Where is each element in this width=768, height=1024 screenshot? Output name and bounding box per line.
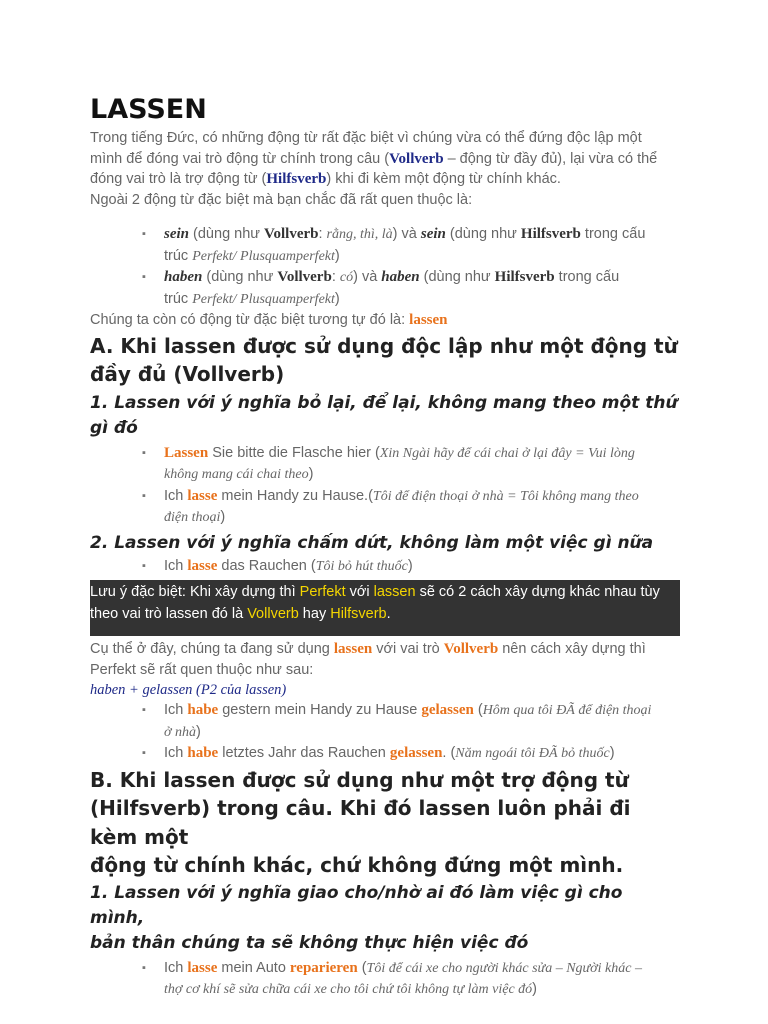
text: ) — [195, 723, 201, 740]
text: Lưu ý đặc biệt: Khi xây dựng thì — [90, 584, 300, 600]
heading-line: đầy đủ (Vollverb) — [90, 362, 285, 386]
hilfsverb-term: Hilfsverb — [494, 269, 555, 285]
german-text: Ich — [164, 745, 188, 761]
german-text: Ich — [164, 702, 188, 718]
vollverb-term: Vollverb — [247, 606, 299, 622]
text: ( — [473, 702, 483, 718]
intro-text: mình để đóng vai trò động từ chính trong câu ( — [90, 150, 390, 167]
translation: ở nhà — [164, 724, 196, 740]
german-text: gestern mein Handy zu Hause — [218, 702, 422, 718]
list-item — [164, 486, 682, 529]
text: (dùng như — [189, 226, 265, 242]
section-a-examples-1 — [90, 443, 682, 529]
lassen-term: lasse — [187, 959, 218, 976]
german-text: Ich — [164, 557, 188, 574]
german-text: mein Handy zu Hause.( — [217, 487, 373, 504]
vollverb-term: Vollverb — [389, 150, 444, 167]
participle: gelassen — [389, 745, 443, 761]
translation: điện thoại — [164, 510, 221, 525]
vollverb-term: Vollverb — [264, 226, 319, 242]
tenses: Perfekt/ Plusquamperfekt — [192, 248, 335, 264]
vollverb-term: Vollverb — [277, 269, 332, 285]
text: theo vai trò lassen đó là — [90, 606, 248, 622]
text: : — [318, 226, 327, 242]
german-text: Ich — [164, 487, 188, 504]
aux-verb: habe — [187, 745, 219, 761]
perfekt-examples — [90, 700, 682, 765]
heading-line: 1. Lassen với ý nghĩa giao cho/nhờ ai đó làm việc gì cho mình, — [90, 882, 623, 928]
text: : — [331, 269, 340, 285]
section-a-subheading-2: 2. Lassen với ý nghĩa chấm dứt, không làm một việc gì nữa — [90, 532, 654, 553]
translation: Tôi bỏ hút thuốc — [315, 558, 408, 574]
lassen-term: lasse — [187, 487, 218, 504]
heading-line: gì đó — [90, 417, 138, 438]
translation: Xin Ngài hãy để cái chai ở lại đây = Vui lòng — [379, 445, 635, 461]
german-text: Sie bitte die Flasche hier ( — [208, 444, 380, 461]
list-item — [164, 443, 682, 486]
text: ( — [357, 959, 367, 976]
text: sẽ có 2 cách xây dựng khác nhau tùy — [415, 584, 660, 600]
heading-line: bản thân chúng ta sẽ không thực hiện việc đó — [90, 932, 529, 953]
text: hay — [298, 606, 331, 622]
intro-text: ) khi đi kèm một động từ chính khác. — [326, 171, 561, 187]
german-text: das Rauchen ( — [217, 557, 316, 574]
verb-sein: sein — [420, 226, 446, 242]
hilfsverb-term: Hilfsverb — [266, 171, 327, 187]
intro-text: – động từ đầy đủ), lại vừa có thể — [443, 150, 658, 167]
list-item — [164, 224, 682, 267]
special-verbs-list — [90, 224, 682, 310]
text: trúc — [164, 247, 193, 264]
list-item — [164, 700, 682, 743]
text: ) — [334, 247, 340, 264]
specific-line-1 — [90, 639, 682, 660]
heading-line: (Hilfsverb) trong câu. Khi đó lassen luôn phải đi kèm một — [90, 796, 631, 849]
text: (dùng như — [419, 269, 495, 285]
participle: gelassen — [421, 702, 474, 718]
translation: Hôm qua tôi ĐÃ để điện thoại — [482, 703, 652, 718]
tenses: Perfekt/ Plusquamperfekt — [192, 291, 335, 307]
intro-text: đóng vai trò là trợ động từ ( — [90, 171, 267, 187]
intro-paragraph — [90, 128, 682, 210]
text: ) — [532, 981, 538, 997]
text: với — [345, 584, 374, 600]
intro-line-1: Trong tiếng Đức, có những động từ rất đặc biệt vì chúng vừa có thể đứng độc lập một — [90, 130, 642, 146]
text: . — [386, 606, 391, 622]
section-a-examples-2 — [90, 556, 682, 578]
list-item — [164, 556, 682, 578]
intro-line-4: Ngoài 2 động từ đặc biệt mà bạn chắc đã rất quen thuộc là: — [90, 191, 473, 208]
verb-haben: haben — [164, 269, 203, 285]
german-text: Ich — [164, 959, 188, 976]
text: Cụ thể ở đây, chúng ta đang sử dụng — [90, 641, 334, 657]
lassen-term: lasse — [187, 557, 218, 574]
aux-verb: habe — [187, 702, 219, 718]
document-body — [90, 92, 682, 1001]
translation: thợ cơ khí sẽ sửa chữa cái xe cho tôi chứ tôi không tự làm việc đó — [164, 982, 533, 997]
heading-line: 1. Lassen với ý nghĩa bỏ lại, để lại, không mang theo một thứ — [90, 392, 678, 413]
hilfsverb-term: Hilfsverb — [520, 226, 581, 242]
text: ) — [609, 745, 615, 761]
translation: Tôi để điện thoại ở nhà = Tôi không mang theo — [372, 488, 639, 504]
lassen-term: lassen — [373, 584, 416, 600]
page-title: LASSEN — [90, 94, 207, 125]
translation: Năm ngoái tôi ĐÃ bỏ thuốc — [455, 746, 610, 761]
perfekt-formula: haben + gelassen (P2 của lassen) — [90, 682, 287, 698]
text: (dùng như — [445, 226, 521, 242]
translation: Tôi để cái xe cho người khác sửa – Người khác – — [366, 960, 642, 976]
special-note-box — [90, 580, 680, 636]
heading-line: động từ chính khác, chứ không đứng một mình. — [90, 853, 624, 877]
text: trong cấu — [554, 269, 620, 285]
heading-line: A. Khi lassen được sử dụng độc lập như một động từ — [90, 333, 678, 358]
text: ) và — [392, 226, 421, 242]
section-a-heading — [90, 332, 682, 389]
german-text: mein Auto — [217, 959, 290, 976]
meaning: có — [339, 270, 354, 285]
list-item — [164, 743, 682, 765]
section-a-subheading-1 — [90, 391, 682, 441]
text: ) — [220, 509, 226, 525]
text: với vai trò — [372, 641, 444, 657]
text: Chúng ta còn có động từ đặc biệt tương tự đó là: — [90, 312, 410, 328]
list-item — [164, 958, 682, 1001]
text: ) — [407, 557, 413, 574]
text: ) và — [353, 269, 382, 285]
text: trong cấu — [580, 226, 646, 242]
similar-verb-line — [90, 310, 682, 331]
verb-haben: haben — [381, 269, 420, 285]
text: ) — [308, 466, 314, 482]
lassen-term: lassen — [333, 641, 373, 657]
lassen-term: Lassen — [164, 444, 209, 461]
translation: không mang cái chai theo — [164, 467, 309, 482]
text: (dùng như — [202, 269, 278, 285]
heading-line: B. Khi lassen được sử dụng như một trợ động từ — [90, 767, 629, 792]
section-b-subheading-1 — [90, 881, 682, 956]
lassen-term: lassen — [409, 312, 448, 328]
section-b-examples-1 — [90, 958, 682, 1001]
section-b-heading — [90, 766, 682, 880]
text: ) — [334, 290, 340, 307]
verb-sein: sein — [164, 226, 190, 242]
specific-line-2: Perfekt sẽ rất quen thuộc như sau: — [90, 661, 314, 678]
vollverb-term: Vollverb — [443, 641, 499, 657]
intro-line-3 — [90, 169, 682, 190]
meaning: rằng, thì, là — [326, 227, 393, 242]
intro-line-2 — [90, 149, 682, 170]
text: trúc — [164, 290, 193, 307]
german-text: letztes Jahr das Rauchen — [218, 745, 390, 761]
main-verb: reparieren — [289, 959, 358, 976]
list-item — [164, 267, 682, 310]
text: . ( — [442, 745, 456, 761]
hilfsverb-term: Hilfsverb — [330, 606, 387, 622]
perfekt-term: Perfekt — [299, 584, 346, 600]
text: nên cách xây dựng thì — [498, 641, 646, 657]
